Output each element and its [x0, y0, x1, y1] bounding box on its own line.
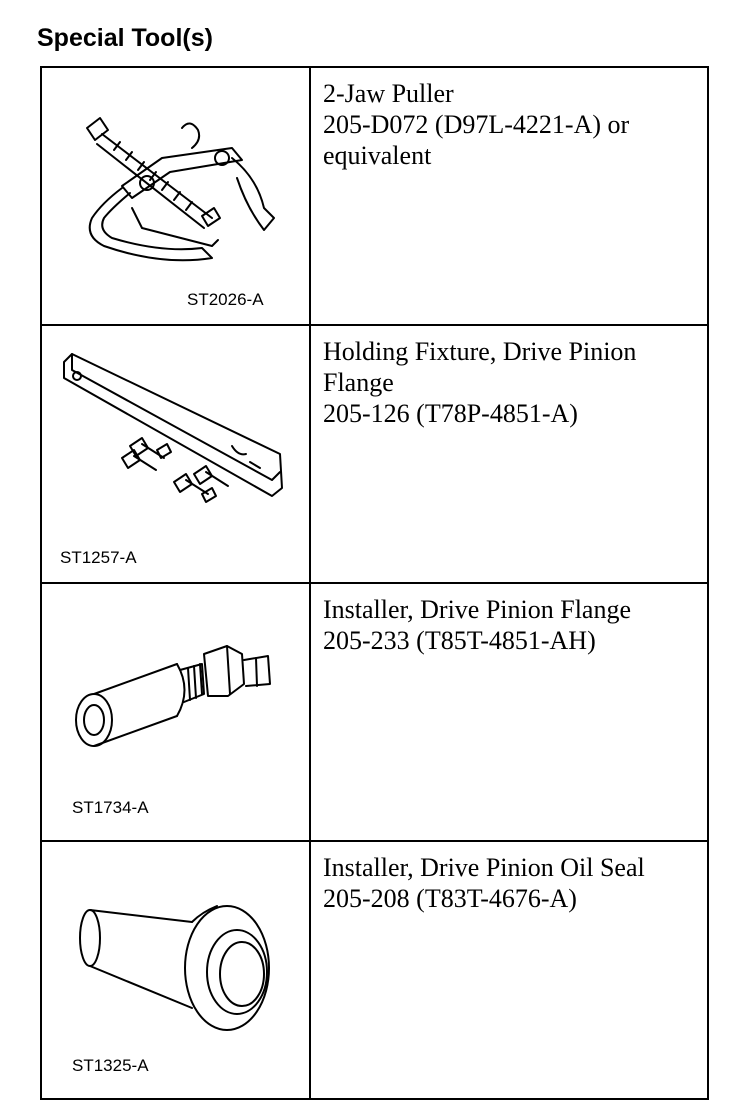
holding-fixture-icon	[42, 326, 309, 582]
tool-illustration-cell	[41, 583, 310, 841]
tool-illustration-cell	[41, 325, 310, 583]
page-title: Special Tool(s)	[37, 24, 213, 52]
tool-code: ST2026-A	[187, 290, 264, 309]
tool-name: Installer, Drive Pinion Flange	[323, 595, 632, 624]
table-row	[41, 841, 708, 1099]
table-row	[41, 583, 708, 841]
jaw-puller-icon	[42, 68, 309, 324]
tool-number-suffix: equivalent	[323, 141, 432, 170]
special-tools-table	[40, 66, 709, 1100]
table-row	[41, 325, 708, 583]
tool-name: Installer, Drive Pinion Oil Seal	[323, 853, 645, 882]
tool-code: ST1734-A	[72, 798, 149, 817]
tool-illustration-cell	[41, 841, 310, 1099]
tool-code: ST1325-A	[72, 1056, 149, 1075]
tool-description-cell	[310, 325, 708, 583]
tool-illustration-cell	[41, 67, 310, 325]
table-row	[41, 67, 708, 325]
tool-name: 2-Jaw Puller	[323, 79, 454, 108]
tool-number: 205-233 (T85T-4851-AH)	[323, 626, 596, 655]
tool-description-cell	[310, 67, 708, 325]
tool-number: 205-208 (T83T-4676-A)	[323, 884, 577, 913]
tool-number: 205-D072 (D97L-4221-A) or	[323, 110, 630, 139]
tool-description-cell	[310, 583, 708, 841]
tool-name: Holding Fixture, Drive Pinion	[323, 337, 637, 366]
tool-code: ST1257-A	[60, 548, 137, 567]
tool-description-cell	[310, 841, 708, 1099]
tool-number: 205-126 (T78P-4851-A)	[323, 399, 578, 428]
tool-name-continued: Flange	[323, 368, 394, 397]
